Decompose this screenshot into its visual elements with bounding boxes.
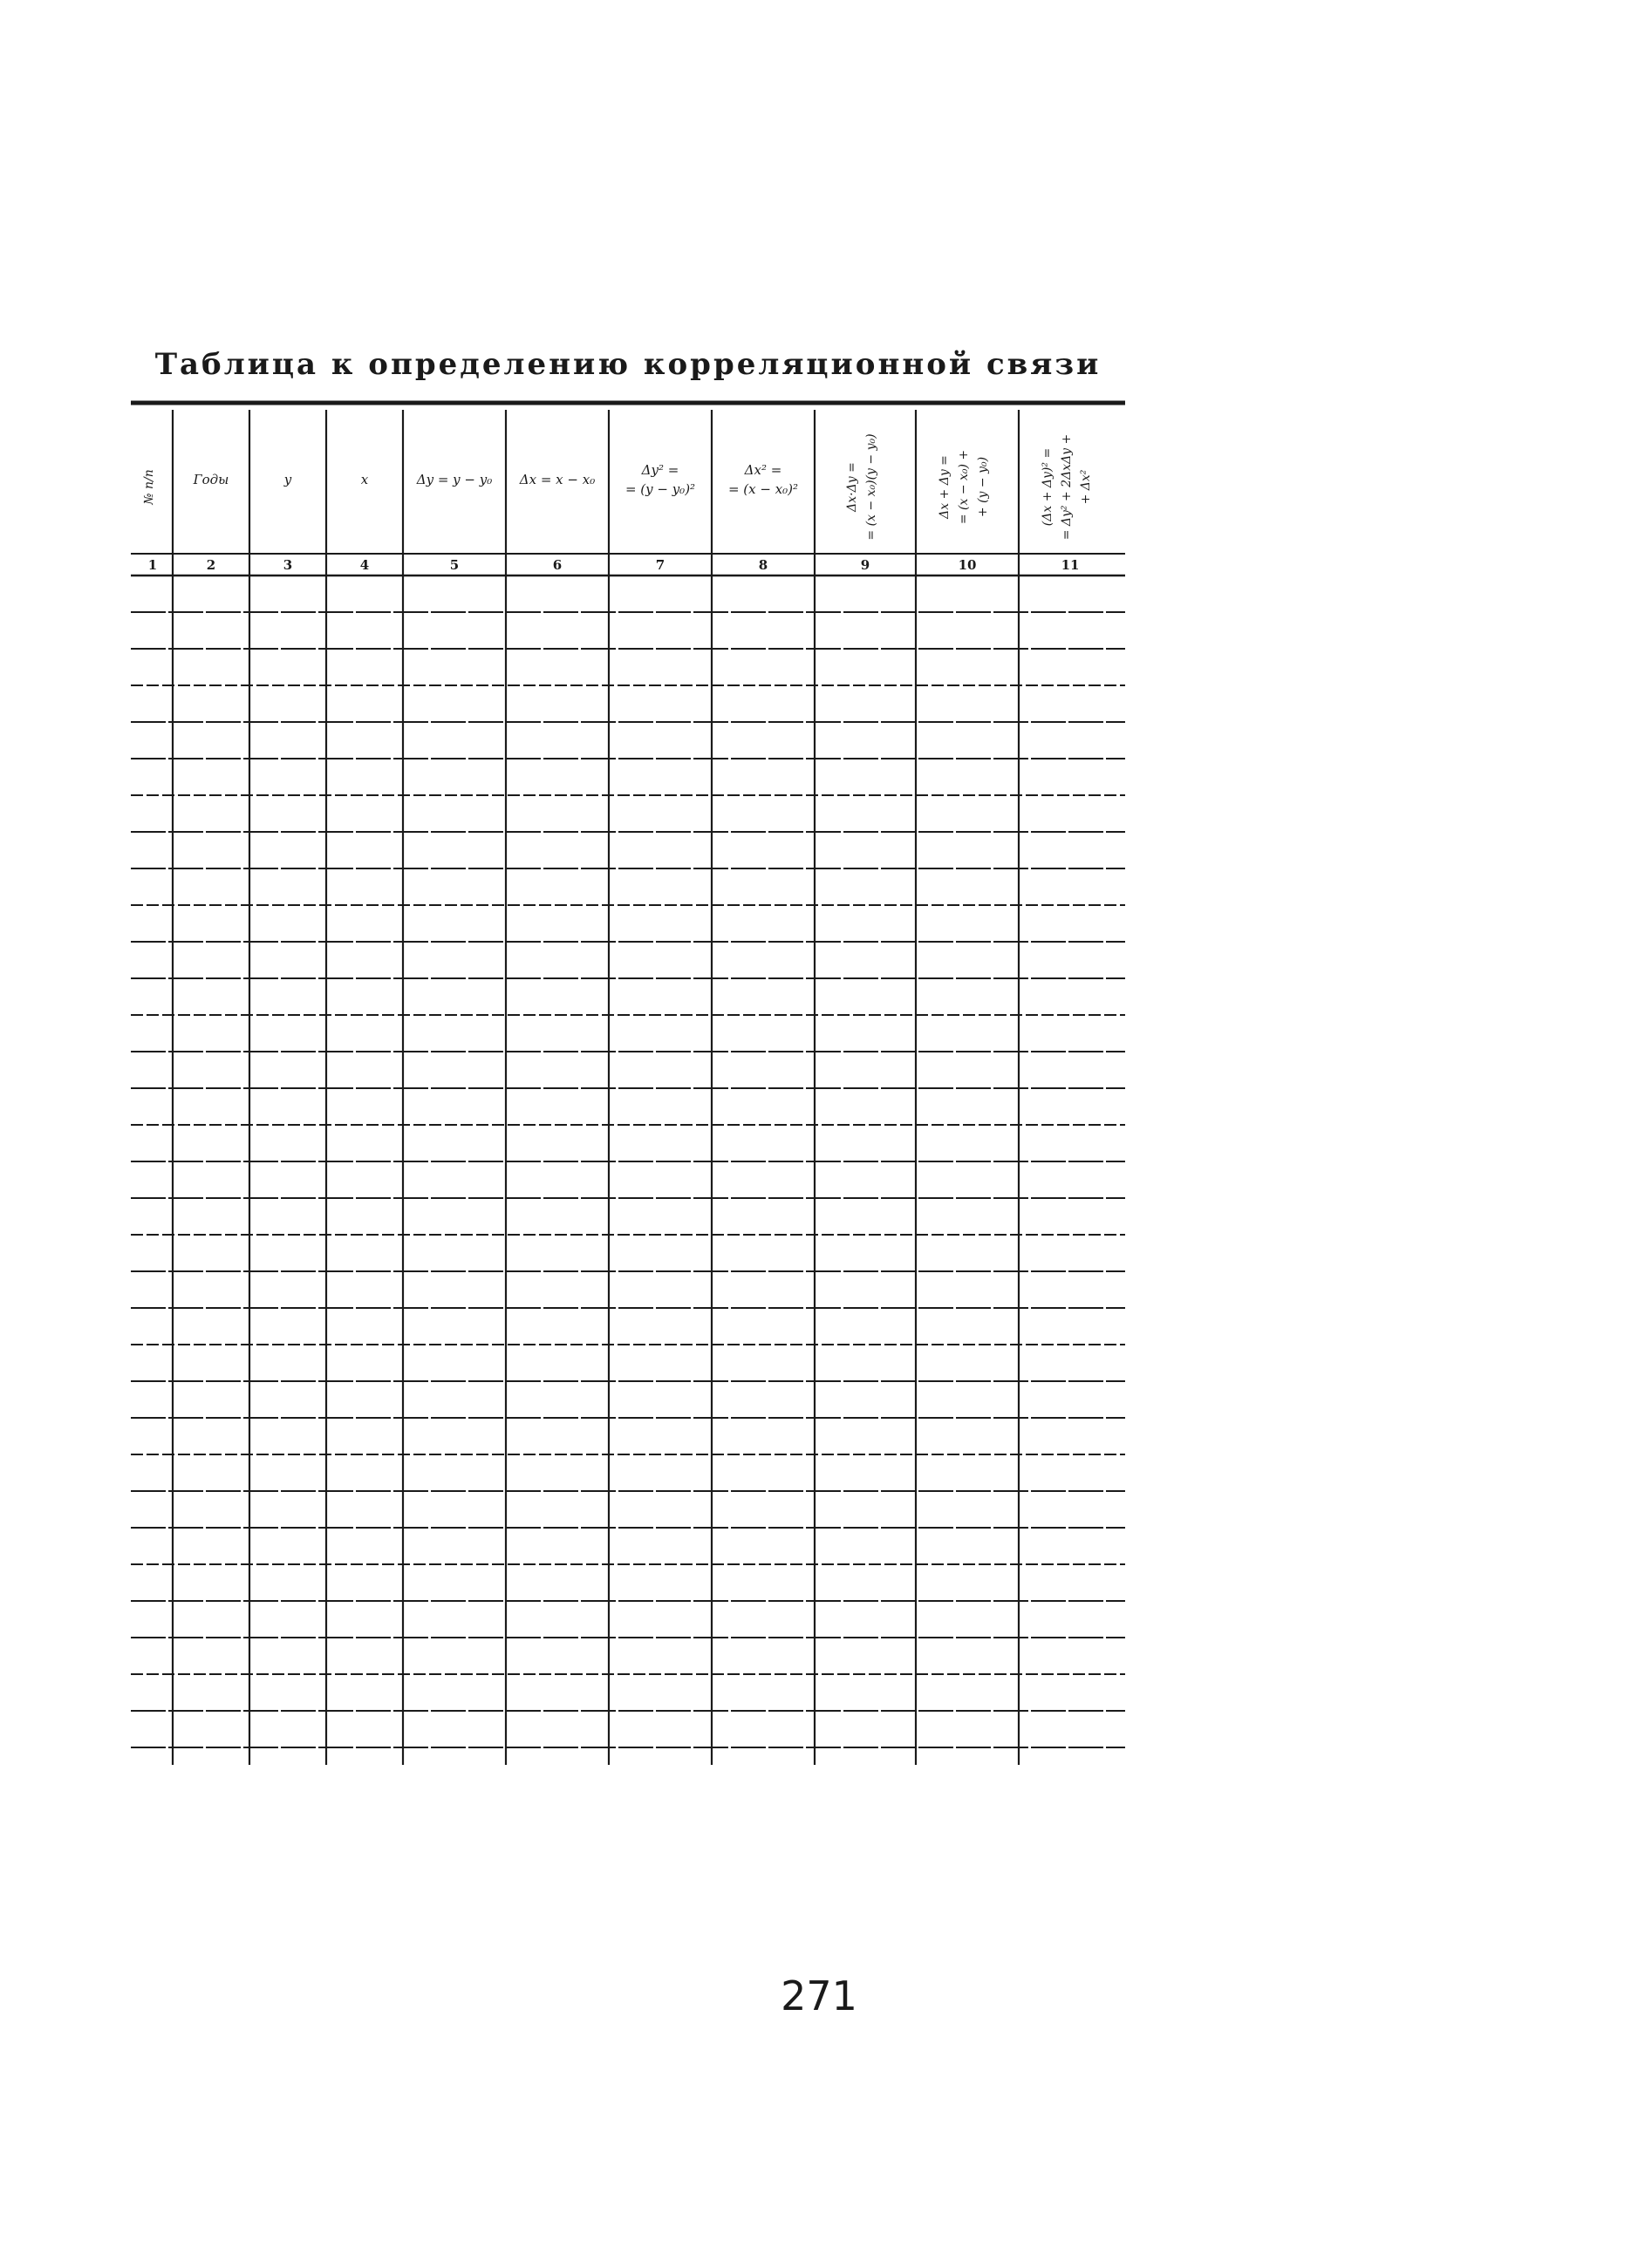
column-header-11: = Δy² + 2ΔxΔy + bbox=[1060, 433, 1074, 541]
column-header-11: + Δx² bbox=[1079, 469, 1093, 505]
column-header-4: x bbox=[360, 472, 369, 487]
column-header-9: = (x − x₀)(y − y₀) bbox=[864, 433, 878, 541]
column-number-4: 4 bbox=[359, 557, 370, 573]
column-header-1: № п/п bbox=[142, 469, 156, 505]
column-header-8: Δx² = bbox=[744, 462, 782, 478]
column-number-3: 3 bbox=[283, 557, 293, 573]
column-number-9: 9 bbox=[860, 557, 870, 573]
column-header-3: y bbox=[283, 472, 292, 487]
column-number-5: 5 bbox=[449, 557, 460, 573]
column-header-8: = (x − x₀)² bbox=[727, 481, 799, 497]
page-number: 271 bbox=[781, 1972, 857, 2019]
column-header-11: (Δx + Δy)² = bbox=[1041, 447, 1054, 527]
column-header-5: Δy = y − y₀ bbox=[416, 472, 493, 487]
column-header-6: Δx = x − x₀ bbox=[519, 472, 596, 487]
column-number-7: 7 bbox=[655, 557, 665, 573]
column-header-7: Δy² = bbox=[641, 462, 679, 478]
column-number-6: 6 bbox=[552, 557, 563, 573]
column-header-2: Годы bbox=[193, 472, 229, 487]
column-header-10: Δx + Δy = bbox=[938, 455, 952, 519]
column-number-11: 11 bbox=[1061, 557, 1080, 573]
column-number-8: 8 bbox=[758, 557, 768, 573]
column-number-1: 1 bbox=[147, 557, 158, 573]
column-header-10: + (y − y₀) bbox=[976, 456, 990, 518]
column-header-9: Δx·Δy = bbox=[845, 462, 859, 512]
column-number-2: 2 bbox=[206, 557, 216, 573]
table-title: Таблица к определению корреляционной связи bbox=[154, 347, 1102, 382]
column-header-7: = (y − y₀)² bbox=[624, 481, 696, 497]
column-header-10: = (x − x₀) + bbox=[957, 449, 971, 525]
column-number-10: 10 bbox=[958, 557, 977, 573]
